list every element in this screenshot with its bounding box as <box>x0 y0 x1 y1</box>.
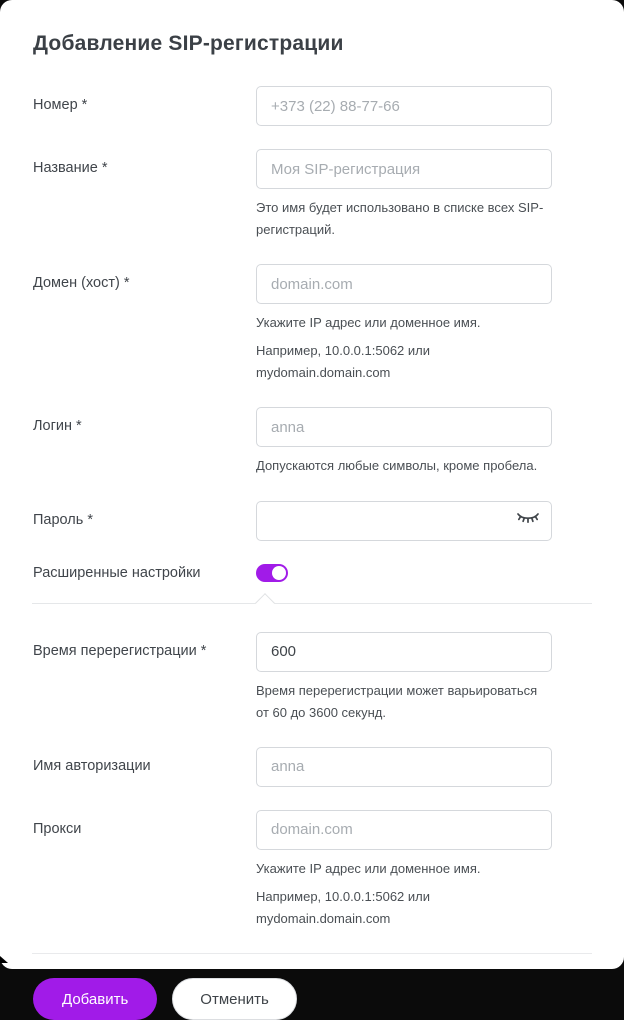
notch-caret <box>255 593 275 613</box>
advanced-settings-label: Расширенные настройки <box>33 564 201 581</box>
password-input[interactable] <box>256 501 552 541</box>
proxy-hints <box>256 858 552 930</box>
reregistration-time-hints <box>256 680 552 724</box>
login-input[interactable] <box>256 407 552 447</box>
name-label: Название * <box>33 160 108 176</box>
login-label: Логин * <box>33 418 82 435</box>
reregistration-time-input[interactable] <box>256 632 552 672</box>
reregistration-time-row <box>33 632 591 724</box>
proxy-input[interactable] <box>256 810 552 850</box>
proxy-label: Прокси <box>33 820 82 837</box>
name-input[interactable] <box>256 149 552 189</box>
toggle-password-visibility-button[interactable] <box>516 513 540 529</box>
domain-hint-2: Например, 10.0.0.1:5062 или mydomain.domain.com <box>256 343 431 381</box>
domain-input[interactable] <box>256 264 552 304</box>
domain-hint-1: Укажите IP адрес или доменное имя. <box>256 315 481 331</box>
login-row <box>33 407 591 477</box>
domain-label: Домен (хост) * <box>33 275 130 292</box>
submit-button[interactable]: Добавить <box>33 978 157 1020</box>
password-label: Пароль * <box>33 511 93 528</box>
login-hint: Допускаются любые символы, кроме пробела. <box>256 458 538 474</box>
advanced-section-divider <box>32 603 592 604</box>
name-hint: Это имя будет использовано в списке всех SIP-регистраций. <box>256 200 544 238</box>
password-row <box>33 501 591 541</box>
number-input[interactable] <box>256 86 552 126</box>
domain-row <box>33 264 591 384</box>
action-buttons <box>33 978 591 1020</box>
advanced-settings-toggle[interactable] <box>256 564 288 582</box>
proxy-row <box>33 810 591 930</box>
mouse-cursor <box>0 956 8 963</box>
page-title: Добавление SIP-регистрации <box>33 32 344 55</box>
footer-divider <box>32 953 592 954</box>
domain-hints <box>256 312 552 384</box>
proxy-hint-2: Например, 10.0.0.1:5062 или mydomain.domain.com <box>256 888 431 926</box>
cancel-button[interactable]: Отменить <box>172 978 297 1020</box>
login-hints <box>256 455 552 477</box>
name-row <box>33 149 591 241</box>
reregistration-time-label: Время перерегистрации * <box>33 642 207 659</box>
toggle-knob <box>272 566 286 580</box>
auth-name-input[interactable] <box>256 747 552 787</box>
proxy-hint-1: Укажите IP адрес или доменное имя. <box>256 860 481 876</box>
number-label: Номер * <box>33 97 88 113</box>
auth-name-label: Имя авторизации <box>33 757 151 774</box>
auth-name-row <box>33 747 591 787</box>
advanced-settings-row <box>33 564 591 582</box>
name-hints <box>256 197 552 241</box>
number-row <box>33 86 591 126</box>
eye-closed-icon <box>517 512 539 529</box>
reregistration-time-hint: Время перерегистрации может варьироваться от 60 до 3600 секунд. <box>256 682 538 720</box>
